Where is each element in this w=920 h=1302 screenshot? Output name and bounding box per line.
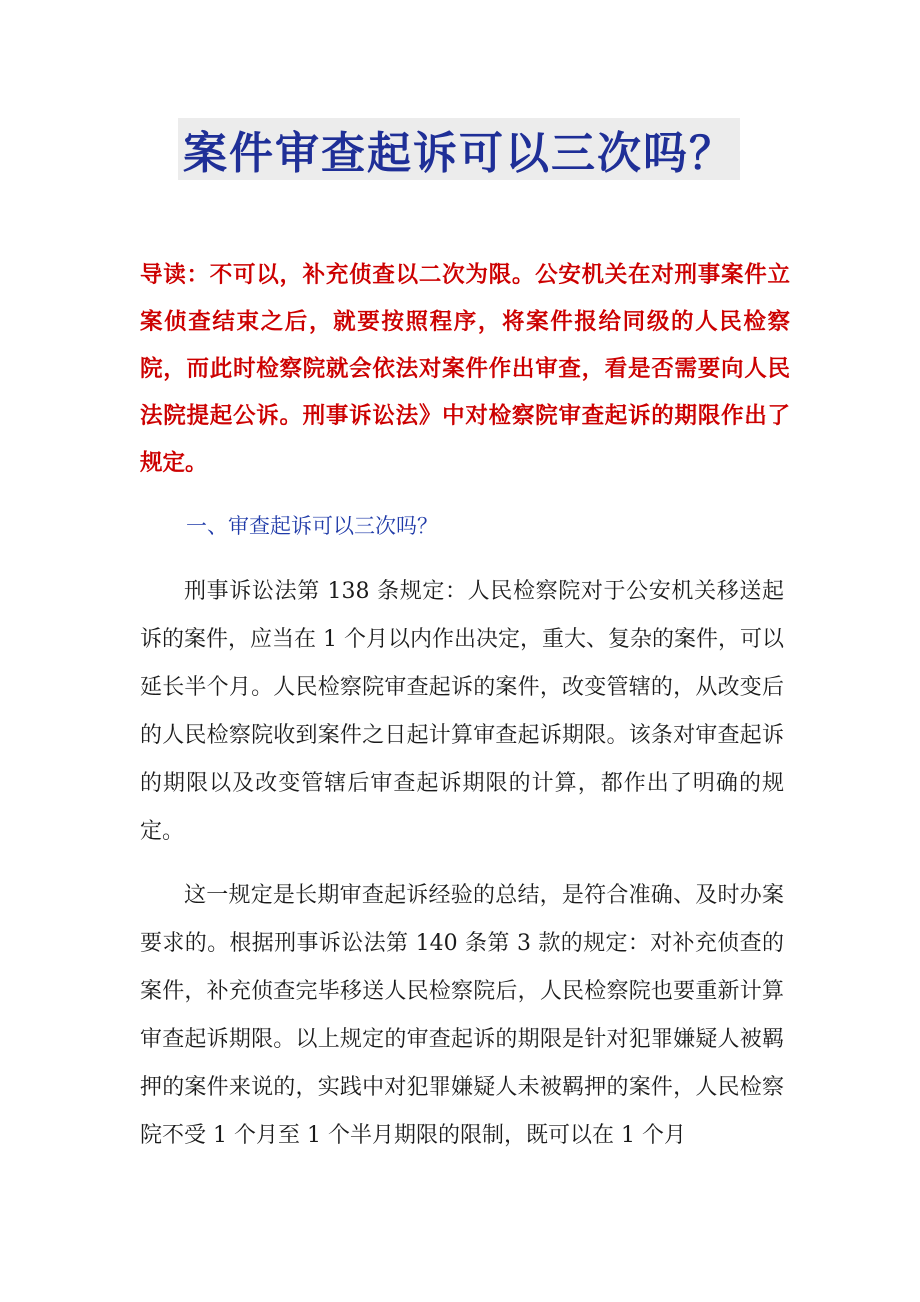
title-banner	[178, 118, 740, 180]
section-heading: 一、审查起诉可以三次吗？	[186, 514, 438, 538]
body-paragraph-1: 刑事诉讼法第 138 条规定：人民检察院对于公安机关移送起诉的案件，应当在 1 个月以内作出决定，重大、复杂的案件，可以延长半个月。人民检察院审查起诉的案件，改变管辖的，从改变后的人民检察院收到案件之日起计算审查起诉期限。该条对审查起诉的期限以及改变管辖后审查起诉期限的计算，都作出了明确的规定。	[140, 579, 784, 844]
body-paragraph-2: 这一规定是长期审查起诉经验的总结，是符合准确、及时办案要求的。根据刑事诉讼法第 140 条第 3 款的规定：对补充侦查的案件，补充侦查完毕移送人民检察院后，人民检察院也要重新计算审查起诉期限。以上规定的审查起诉的期限是针对犯罪嫌疑人被羁押的案件来说的，实践中对犯罪嫌疑人未被羁押的案件，人民检察院不受 1 个月至 1 个半月期限的限制，既可以在 1 个月	[140, 883, 784, 1148]
document-title: 案件审查起诉可以三次吗？	[183, 128, 735, 179]
lead-summary: 导读：不可以，补充侦查以二次为限。公安机关在对刑事案件立案侦查结束之后，就要按照程序，将案件报给同级的人民检察院，而此时检察院就会依法对案件作出审查，看是否需要向人民法院提起公诉。刑事诉讼法》中对检察院审查起诉的期限作出了规定。	[140, 262, 790, 476]
